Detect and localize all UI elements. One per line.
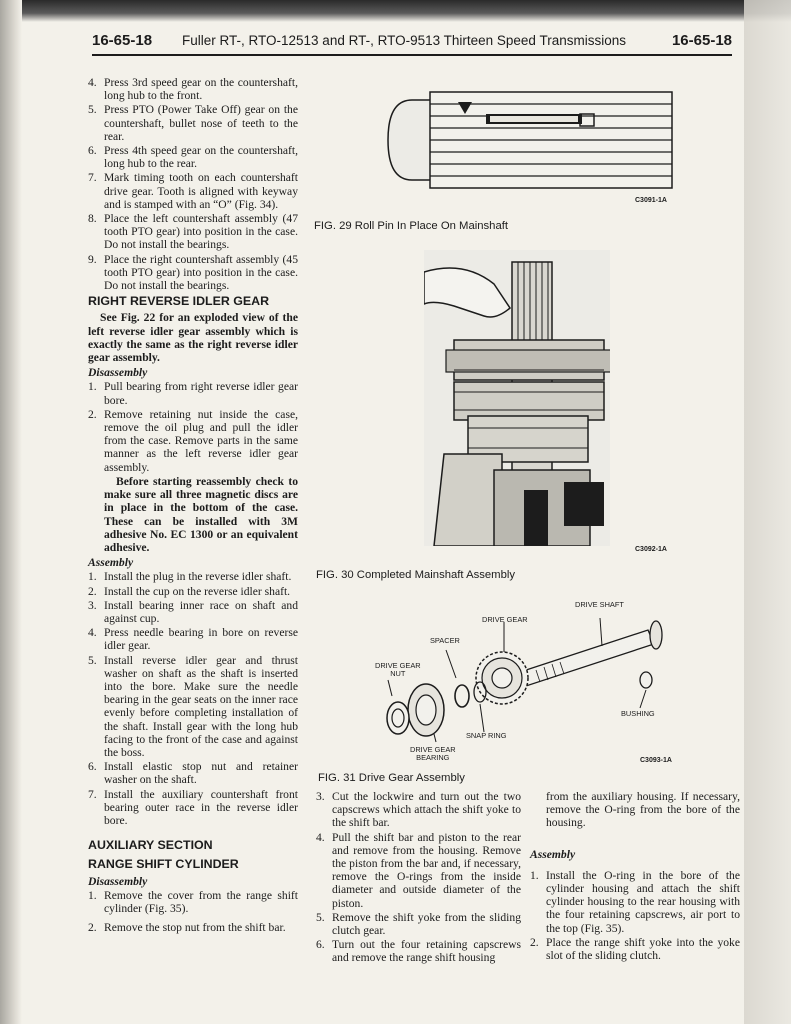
list-item: 4. Press needle bearing in bore on reverse idler gear. — [88, 626, 298, 653]
list-item: 1. Install the O-ring in the bore of the cylinder housing and attach the shift cylinder housing to the rear housing with the four retaining capscrews, air port to the top (Fig. 35). — [530, 868, 740, 935]
section-heading-idler: RIGHT REVERSE IDLER GEAR — [88, 294, 270, 309]
fig30-mainshaft-assembly-photo — [424, 250, 610, 546]
list-item: 6. Press 4th speed gear on the countershaft, long hub to the rear. — [88, 144, 298, 171]
page-number-right: 16-65-18 — [671, 32, 732, 49]
disassembly-label: Disassembly — [88, 366, 148, 380]
label-drive-shaft: DRIVE SHAFT — [575, 600, 624, 609]
label-drive-gear-bearing: DRIVE GEAR BEARING — [410, 745, 456, 762]
list-item: 5. Remove the shift yoke from the sliding clutch gear. — [316, 910, 521, 938]
list-item: 3. Cut the lockwire and turn out the two capscrews which attach the shift yoke to the shift bar. — [316, 790, 521, 830]
label-drive-gear-nut: DRIVE GEAR NUT — [375, 661, 421, 678]
list-item: 2. Install the cup on the reverse idler shaft. — [88, 584, 291, 598]
range-shift-assembly-steps — [530, 869, 740, 962]
page-header — [92, 32, 732, 56]
list-item: 2. Remove retaining nut inside the case, remove the oil plug and pull the idler from the case. Remove parts in the same manner as the left reverse idler gear assembly. — [88, 407, 298, 474]
page-binding — [0, 0, 22, 1024]
list-item: 5. Press PTO (Power Take Off) gear on the countershaft, bullet nose of teeth to the rear. — [88, 103, 298, 143]
adjacent-page-edge — [744, 0, 791, 1024]
list-item: 8. Place the left countershaft assembly (47 tooth PTO gear) into position in the case. Do not install the bearings. — [88, 212, 298, 252]
range-shift-disassembly-steps-continued — [316, 790, 521, 965]
continuation-text: from the auxiliary housing. If necessary, remove the O-ring from the bore of the housing. — [546, 790, 740, 830]
idler-disassembly-steps — [88, 380, 298, 473]
list-item: 7. Install the auxiliary countershaft front bearing outer race in the reverse idler bore. — [88, 787, 298, 827]
text-column-3 — [530, 790, 740, 963]
list-item: 4. Pull the shift bar and piston to the rear and remove from the housing. Remove the piston from the bar and, if necessary, remove the O-rings from the inside diameter and outside diameter of the piston. — [316, 830, 521, 910]
list-item: 4. Press 3rd speed gear on the countershaft, long hub to the front. — [88, 76, 298, 103]
list-item: 5. Install reverse idler gear and thrust washer on shaft as the shaft is inserted into the bore. Make sure the needle bearing in the gear seats on the inner race evenly before completing installation of the shaft. Install gear with the long hub facing to the front of the case and against the boss. — [88, 653, 298, 759]
list-item: 7. Mark timing tooth on each countershaft drive gear. Tooth is aligned with keyway and is stamped with an “O” (Fig. 34). — [88, 171, 298, 211]
label-snap-ring: SNAP RING — [466, 731, 507, 740]
running-title: Fuller RT-, RTO-12513 and RT-, RTO-9513 Thirteen Speed Transmissions — [182, 33, 626, 48]
fig29-caption: FIG. 29 Roll Pin In Place On Mainshaft — [314, 220, 509, 232]
fig29-mainshaft-illustration — [382, 80, 682, 200]
idler-assembly-steps — [88, 570, 298, 827]
countershaft-steps — [88, 76, 298, 292]
fig30-caption: FIG. 30 Completed Mainshaft Assembly — [316, 569, 516, 581]
label-bushing: BUSHING — [621, 709, 655, 718]
list-item: 9. Place the right countershaft assembly (45 tooth PTO gear) into position in the case. Do not install the bearings. — [88, 252, 298, 293]
list-item: 1. Install the plug in the reverse idler shaft. — [88, 570, 292, 584]
page-number-left: 16-65-18 — [92, 32, 153, 49]
fig31-caption: FIG. 31 Drive Gear Assembly — [318, 772, 465, 784]
list-item: 2. Place the range shift yoke into the yoke slot of the sliding clutch. — [530, 935, 740, 963]
list-item: 1. Remove the cover from the range shift cylinder (Fig. 35). — [88, 888, 298, 915]
list-item: 2. Remove the stop nut from the shift bar. — [88, 921, 286, 935]
assembly-label: Assembly — [530, 847, 576, 861]
label-spacer: SPACER — [430, 636, 460, 645]
section-heading-range-shift: RANGE SHIFT CYLINDER — [88, 857, 239, 872]
fig31-code: C3093-1A — [640, 757, 672, 764]
idler-note: See Fig. 22 for an exploded view of the left reverse idler gear assembly which is exactly the same as the right reverse idler gear assembly. — [88, 311, 298, 365]
list-item: 6. Install elastic stop nut and retainer washer on the shaft. — [88, 760, 298, 787]
list-item: 3. Install bearing inner race on shaft and against cup. — [88, 598, 298, 625]
scan-shadow — [0, 0, 791, 22]
fig30-code: C3092-1A — [635, 546, 667, 553]
assembly-label: Assembly — [88, 556, 134, 570]
text-column-1 — [88, 76, 298, 935]
range-shift-disassembly-steps — [88, 889, 298, 935]
section-heading-auxiliary: AUXILIARY SECTION — [88, 838, 213, 853]
fig29-code: C3091-1A — [635, 197, 667, 204]
magnetic-disc-note: Before starting reassembly check to make sure all three magnetic discs are in place in the bottom of the case. These can be installed with 3M adhesive No. EC 1300 or an equivalent adhesive. — [104, 474, 298, 554]
disassembly-label: Disassembly — [88, 874, 148, 888]
list-item: 1. Pull bearing from right reverse idler gear bore. — [88, 380, 298, 407]
list-item: 6. Turn out the four retaining capscrews and remove the range shift housing — [316, 938, 521, 965]
label-drive-gear: DRIVE GEAR — [482, 615, 528, 624]
text-column-2 — [316, 790, 521, 966]
